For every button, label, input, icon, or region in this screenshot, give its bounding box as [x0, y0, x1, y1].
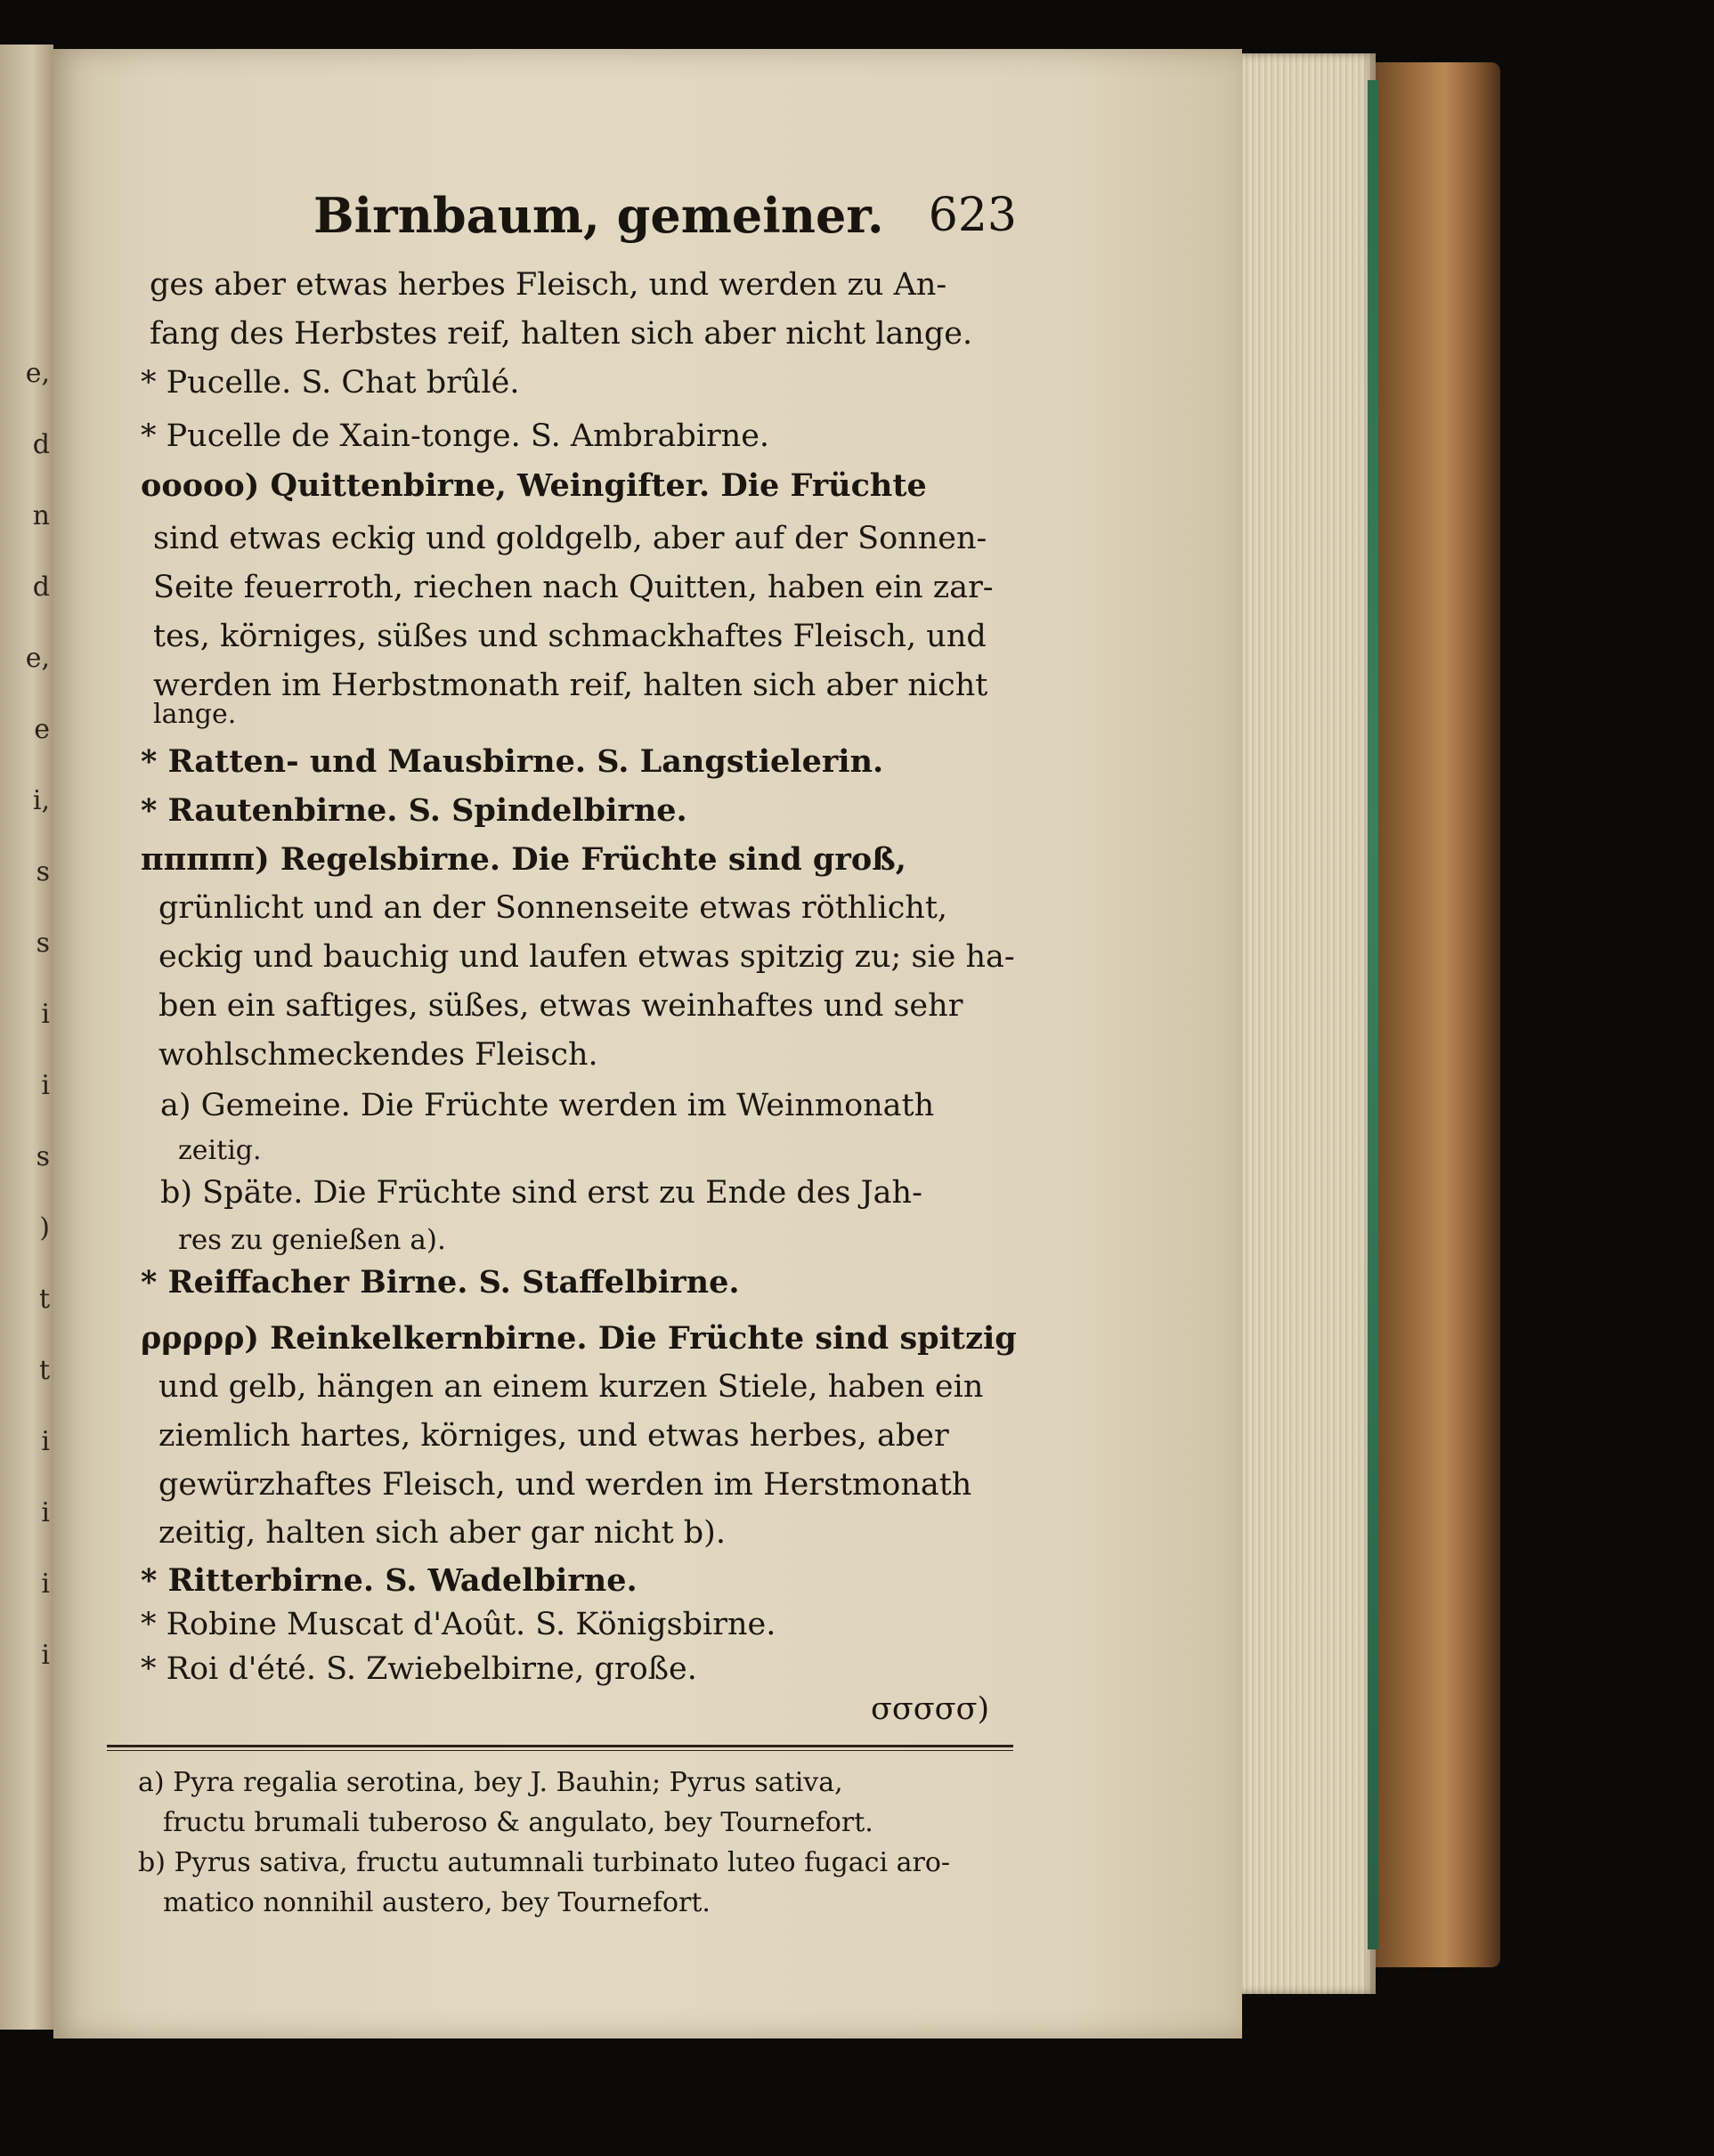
edge-letter: s — [36, 856, 50, 888]
edge-letter: t — [38, 1284, 50, 1315]
text-line: ρρρρρ) Reinkelkernbirne. Die Früchte sind spitzig — [141, 1320, 1017, 1357]
edge-letter: e, — [25, 358, 50, 389]
edge-letter: d — [32, 429, 50, 460]
edge-letter: s — [36, 1141, 50, 1172]
text-line: πππππ) Regelsbirne. Die Früchte sind groß, — [141, 841, 906, 878]
edge-letter: e, — [25, 643, 50, 674]
edge-letter: i — [41, 1426, 50, 1457]
text-line: ben ein saftiges, süßes, etwas weinhaftes und sehr — [158, 988, 963, 1024]
footnote-line: matico nonnihil austero, bey Tournefort. — [163, 1887, 711, 1918]
text-line: * Reiffacher Birne. S. Staffelbirne. — [141, 1264, 740, 1301]
text-line: * Pucelle de Xain-tonge. S. Ambrabirne. — [141, 418, 770, 454]
catchword: σσσσσ) — [871, 1691, 990, 1727]
edge-letter: i — [41, 1497, 50, 1528]
edge-letter: t — [38, 1355, 50, 1386]
text-line: lange. — [153, 699, 237, 730]
text-line: * Ratten- und Mausbirne. S. Langstielerin. — [141, 743, 884, 780]
text-line: fang des Herbstes reif, halten sich aber nicht lange. — [150, 316, 973, 352]
text-line: a) Gemeine. Die Früchte werden im Weinmonath — [160, 1088, 935, 1123]
edge-letter: n — [32, 500, 50, 531]
book-cover — [1376, 62, 1500, 1967]
text-line: gewürzhaftes Fleisch, und werden im Herstmonath — [158, 1467, 972, 1503]
text-line: b) Späte. Die Früchte sind erst zu Ende des Jah- — [160, 1175, 922, 1211]
text-line: * Roi d'été. S. Zwiebelbirne, große. — [141, 1651, 697, 1687]
page-title: Birnbaum, gemeiner. — [313, 187, 884, 244]
edge-letter: i — [41, 1568, 50, 1600]
left-page-edge — [0, 45, 53, 2030]
text-line: Seite feuerroth, riechen nach Quitten, haben ein zar- — [153, 570, 994, 605]
page-edges — [1242, 53, 1376, 1994]
footnote-line: fructu brumali tuberoso & angulato, bey Tournefort. — [163, 1807, 873, 1838]
edge-letter: i — [41, 1070, 50, 1101]
footnote-line: b) Pyrus sativa, fructu autumnali turbinato luteo fugaci aro- — [138, 1847, 951, 1878]
cover-edge-strip — [1368, 80, 1378, 1949]
footnote-rule — [107, 1745, 1013, 1747]
text-line: res zu genießen a). — [178, 1224, 446, 1256]
footnote-line: a) Pyra regalia serotina, bey J. Bauhin; Pyrus sativa, — [138, 1767, 843, 1798]
page-number: 623 — [928, 189, 1017, 242]
edge-letter: i, — [32, 785, 50, 816]
running-header — [313, 187, 1017, 249]
text-line: zeitig, halten sich aber gar nicht b). — [158, 1515, 726, 1551]
text-line: wohlschmeckendes Fleisch. — [158, 1037, 598, 1073]
text-line: werden im Herbstmonath reif, halten sich aber nicht — [153, 668, 988, 703]
text-line: und gelb, hängen an einem kurzen Stiele, haben ein — [158, 1369, 984, 1405]
footnote-rule-thin — [107, 1750, 1013, 1751]
text-line: zeitig. — [178, 1135, 262, 1166]
edge-letter: e — [34, 714, 50, 745]
text-line: sind etwas eckig und goldgelb, aber auf der Sonnen- — [153, 521, 987, 556]
edge-letter: s — [36, 928, 50, 959]
text-line: * Rautenbirne. S. Spindelbirne. — [141, 792, 687, 829]
text-line: tes, körniges, süßes und schmackhaftes Fleisch, und — [153, 619, 987, 654]
edge-letter: ) — [39, 1212, 50, 1244]
text-line: ziemlich hartes, körniges, und etwas herbes, aber — [158, 1418, 949, 1454]
edge-letter: i — [41, 999, 50, 1030]
text-line: ooooo) Quittenbirne, Weingifter. Die Früchte — [141, 467, 927, 504]
edge-letter: i — [41, 1640, 50, 1671]
text-line: grünlicht und an der Sonnenseite etwas röthlicht, — [158, 890, 948, 926]
text-line: * Pucelle. S. Chat brûlé. — [141, 365, 520, 401]
text-line: * Robine Muscat d'Août. S. Königsbirne. — [141, 1607, 776, 1642]
left-page-edge-letters — [23, 338, 50, 1691]
text-line: eckig und bauchig und laufen etwas spitzig zu; sie ha- — [158, 939, 1015, 975]
text-line: * Ritterbirne. S. Wadelbirne. — [141, 1562, 638, 1599]
edge-letter: d — [32, 571, 50, 603]
text-line: ges aber etwas herbes Fleisch, und werden zu An- — [150, 267, 947, 303]
